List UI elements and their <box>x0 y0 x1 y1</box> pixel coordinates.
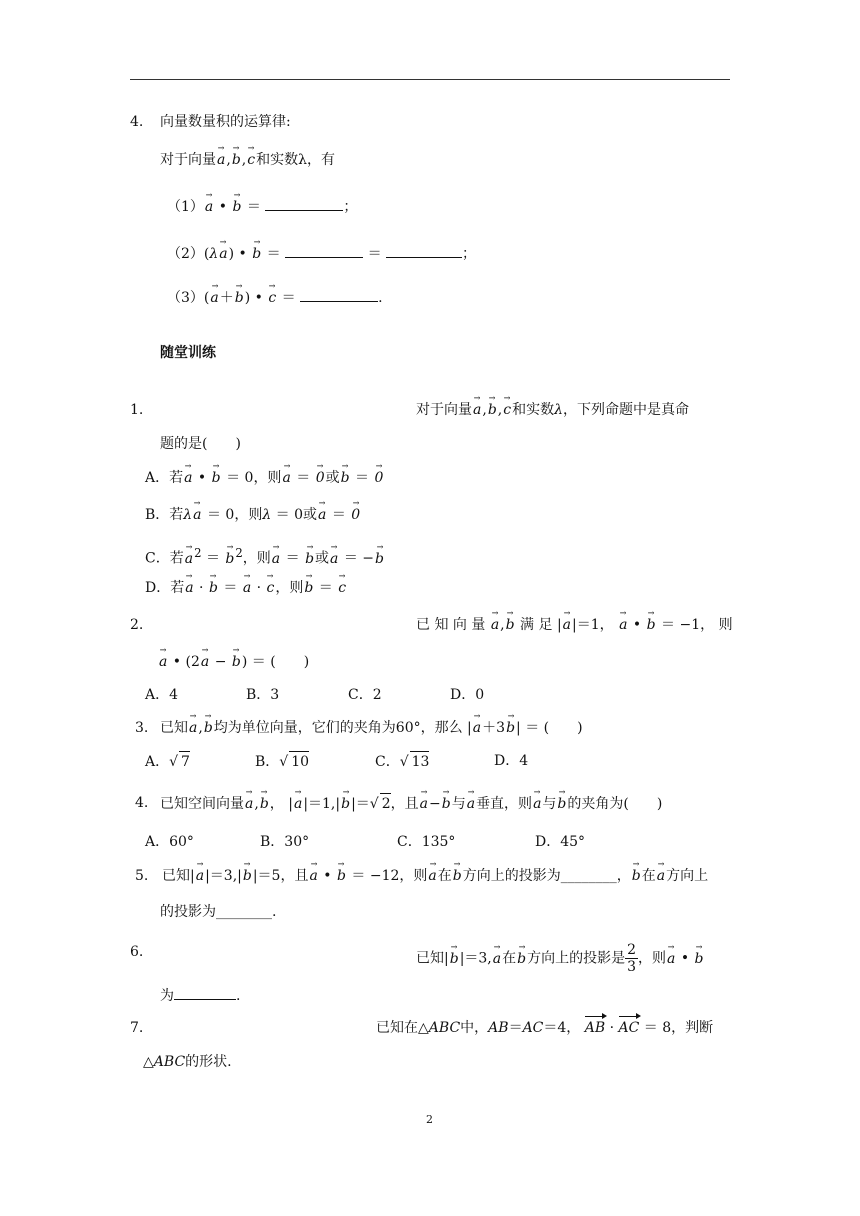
question-2-expression: → a • (2→ a − → b) ＝ ( ) <box>158 652 309 672</box>
question-1-option-d: D．若→ a · → b ＝ → a · → c，则→ b ＝ → c <box>145 578 347 598</box>
section-number: 4. <box>130 114 144 130</box>
page-number: 2 <box>426 1113 433 1126</box>
question-2-option-b: B．3 <box>246 687 280 703</box>
question-5-stem-cont: 的投影为________. <box>160 904 277 920</box>
question-4-option-b: B．30° <box>260 834 310 850</box>
question-7-stem: 已知在△ABC中，AB＝AC＝4， AB · AC ＝ 8，判断 <box>376 1020 714 1036</box>
question-3-stem: 已知→ a,→ b均为单位向量，它们的夹角为60°，那么 |→ a＋3→ b| ＝ ( ) <box>160 718 583 738</box>
law-2: （2）(λ→ a) • → b ＝ ＝ ； <box>167 243 476 264</box>
question-1-option-a: A．若→ a • → b ＝ 0，则→ a ＝ → 0或→ b ＝ → 0 <box>145 468 384 488</box>
question-1-stem-cont: 题的是( ) <box>160 436 241 452</box>
question-3-option-c: C．√ 13 <box>375 751 429 772</box>
question-4-number: 4. <box>135 795 149 811</box>
law-3: （3）(→ a＋→ b) • → c ＝ . <box>167 287 383 308</box>
question-1-option-c: C．若→ $a^2$ ＝ → $b^2$，则→ a ＝ → b或→ a ＝ −→ b <box>145 543 385 569</box>
question-1-number: 1. <box>130 402 144 418</box>
question-3-option-b: B．√ 10 <box>255 751 309 772</box>
law-1: （1）→ a • → b ＝ ； <box>167 196 357 217</box>
question-3-option-d: D．4 <box>494 753 529 769</box>
question-1-option-b: B．若λ→ a ＝ 0，则λ ＝ 0或→ a ＝ → 0 <box>145 505 361 525</box>
question-1-stem: 对于向量→ a,→ b,→ c和实数λ，下列命题中是真命 <box>416 400 689 420</box>
question-3-number: 3. <box>135 720 149 736</box>
question-7-stem-cont: △ABC的形状. <box>143 1054 232 1070</box>
question-6-number: 6. <box>130 944 144 960</box>
question-6-stem-cont: 为 . <box>160 985 240 1006</box>
question-3-option-a: A．√ 7 <box>145 751 190 772</box>
question-2-number: 2. <box>130 617 144 633</box>
question-6-stem: 已知|→ b|＝3,→ a在→ b方向上的投影是 $\frac{2}{3}$ ，则→ a • → b <box>416 942 705 975</box>
header-rule <box>130 79 730 80</box>
question-5-number: 5. <box>135 868 149 884</box>
question-7-number: 7. <box>130 1020 144 1036</box>
question-2-option-a: A．4 <box>145 687 179 703</box>
question-4-stem: 已知空间向量→ a,→ b， |→ a|＝1,|→ b|＝√ 2，且→ a−→ b与→ a垂直，则→ a与→ b的夹角为( ) <box>160 793 662 814</box>
section-intro: 对于向量→ a,→ b,→ c和实数λ，有 <box>160 150 335 170</box>
question-2-option-d: D．0 <box>450 687 485 703</box>
question-4-option-a: A．60° <box>145 834 194 850</box>
question-4-option-c: C．135° <box>397 834 456 850</box>
question-4-option-d: D．45° <box>535 834 586 850</box>
question-5-stem: 已知|→ a|＝3,|→ b|＝5，且→ a • → b ＝ −12，则→ a在→ b方向上的投影为________，→ b在→ a方向上 <box>162 866 708 886</box>
section-title: 向量数量积的运算律: <box>160 114 291 130</box>
question-2-option-c: C．2 <box>348 687 382 703</box>
practice-title: 随堂训练 <box>160 345 216 361</box>
question-2-stem: 已 知 向 量 → a,→ b 满 足 |→ a|＝1， → a • → b ＝ −1， 则 <box>416 615 733 635</box>
